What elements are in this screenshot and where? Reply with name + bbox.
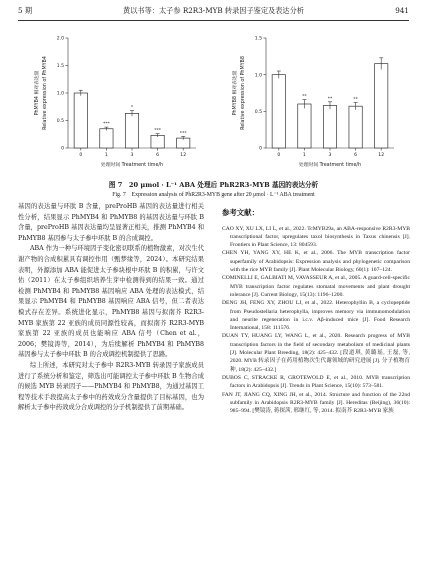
reference-item: CHEN YH, YANG XY, HE K, et al., 2006. The MYB transcription factor superfamily of Arabidopsis: Expression analysis and phylogenetic comparison with the rice MYB family [J]. Plant Molecular Biology, 60(1): 107–124.: [222, 250, 410, 274]
figure-caption-en: Fig. 7 Expression analysis of PhR2R3-MYB gene after 20 μmol · L⁻¹ ABA treatment: [112, 192, 315, 198]
y-tick-label: 1.0: [56, 91, 64, 97]
page-number: 941: [395, 6, 409, 15]
bar: [151, 135, 164, 148]
x-tick-label: 0: [277, 153, 281, 158]
y-tick-label: 0.5: [56, 119, 64, 125]
reference-list: [222, 225, 410, 416]
left-column: [18, 202, 204, 414]
running-header: [18, 6, 409, 20]
significance-label: ***: [154, 128, 162, 134]
bar: [375, 64, 388, 148]
significance-label: ***: [179, 131, 187, 137]
x-tick-label: 6: [156, 153, 160, 158]
bar: [349, 106, 362, 148]
reference-item: DUAN TY, HUANG LY, WANG L, et al., 2020. Research progress of MYB transcription factors in the field of secondary metabolism of medicinal plants [J]. Molecular Plant Breeding, 18(2): 425–432. [段道琪, 黄璐瑶, 王磊, 等, 2020. MYB 转录因子在药用植物次生代谢领域的研究进展 [J]. 分子植物育种, 18(2): 425–432.]: [222, 333, 410, 373]
x-tick-label: 12: [180, 153, 187, 158]
significance-label: **: [353, 97, 358, 103]
y-tick-label: 0: [61, 146, 64, 152]
y-axis-label: Relative expression of PhMYB8: [241, 56, 246, 130]
references-heading: 参考文献：: [222, 208, 259, 217]
y-axis-label: PhMYB4 相对表达量: [35, 70, 40, 116]
bar: [323, 105, 336, 148]
y-tick-label: 1.5: [56, 64, 64, 70]
x-axis-label: 处理时间 Treatment time/h: [298, 163, 362, 168]
significance-label: **: [302, 94, 307, 100]
reference-item: DENG JH, FENG XY, ZHOU LJ, et al., 2022. Heterophyllin B, a cyclopeptide from Pseudostellaria heterophylla, improves memory via immunomodulation and neurite regeneration in i.c.v. Aβ-induced mice [J]. Food Research International, 158: 111576.: [222, 300, 410, 332]
significance-label: **: [327, 96, 333, 102]
reference-item: DUBOS C, STRACKE R, GROTEWOLD E, et al., 2010. MYB transcription factors in Arabidopsis [J]. Trends in Plant Science, 15(10): 573–581.: [222, 374, 410, 390]
bar: [272, 75, 285, 148]
paragraph: ABA 作为一种与环境因子变化密切联系的植物激素，对次生代谢产物的合成积累具有调控作用（甄梦缘等，2024）。本研究结果表明，外源添加 ABA 能促进太子参块根中环肽 B 的积累，与许文佑（2011）在太子参组织培养生芽中检测得到的结果一致。通过检测 PhMYB4 和 PhMYB8 基因响应 ABA 处理的表达模式，结果显示 PhMYB4 和 PhMYB8 基因响应 ABA 信号，但二者表达模式存在差异。系统进化显示，PhMYB8 基因与拟南芥 R2R3-MYB 家族第 22 亚族的成员同源性较高，而拟南芥 R2R3-MYB 家族第 22 亚族的成员也能响应 ABA 信号（Chen et al.，2006；樊镜涛等，2014），为后续解析 PhMYB4 和 PhMYB8 基因参与太子参中环肽 B 的合成调控机制提供了思路。: [18, 245, 204, 359]
paragraph: 基因的表达量与环肽 B 含量，preProHB 基因的表达量进行相关性分析，结果显示 PhMYB4 和 PhMYB8 的基因表达量与环肽 B 含量，preProHB 基因表达量均呈显著正相关，推测 PhMYB4 和 PhMYB8 基因参与太子参中环肽 B 的合成调控。: [18, 203, 204, 242]
issue-label: 5 期: [18, 6, 33, 15]
significance-label: ***: [102, 122, 110, 128]
x-tick-label: 6: [354, 153, 358, 158]
significance-label: *: [130, 105, 134, 111]
x-tick-label: 3: [328, 153, 332, 158]
y-axis-label: PhMYB8 相对表达量: [233, 70, 238, 116]
bar: [298, 104, 311, 148]
right-column: [222, 202, 410, 415]
x-axis-label: 处理时间 Treatment time/h: [100, 163, 164, 168]
y-tick-label: 0: [259, 146, 262, 152]
bar: [100, 129, 113, 148]
reference-item: FAN JT, JIANG CQ, XING JH, et al., 2014. Structure and function of the 22nd subfamily in Arabidopsis R2R3-MYB family [J]. Hereditas (Beijing), 36(10): 985–994. [樊镜涛, 蒋探茜, 邢继红, 等, 2014. 拟南芥 R2R3-MYB 家族: [222, 391, 410, 415]
reference-item: COMINELLI E, GALBIATI M, VAVASSEUR A, et al., 2005. A guard-cell-specific MYB transcription factor regulates stomatal movements and plant drought tolerance [J]. Current Biology, 15(13): 1196–1200.: [222, 275, 410, 298]
y-tick-label: 1.0: [254, 73, 262, 79]
reference-item: CAO XY, XU LX, LI L, et al., 2022. TcMYB29a, an ABA-responsive R2R3-MYB transcriptional factor, upregulates taxol biosynthesis in Taxus chinensis [J]. Frontiers in Plant Science, 13: 804593.: [222, 225, 410, 249]
chart-phmyb4: [20, 26, 210, 176]
y-tick-label: 0.5: [254, 109, 262, 115]
x-tick-label: 1: [104, 153, 108, 158]
paragraph: 综上所述，本研究对太子参中 R2R3-MYB 转录因子家族成员进行了系统分析和鉴定，筛选出可能调控太子参中环肽 B 生物合成的候选 MYB 转录因子——PhMYB4 和 PhMYB8，为通过基因工程等技术手段提高太子参中的药效成分含量提供了目标基因，也为解析太子参中药效成分合成调控的分子机制提供了前期基础。: [18, 361, 204, 412]
header-rule: [18, 20, 409, 21]
y-axis-label: Relative expression of PhMYB4: [43, 56, 48, 130]
running-title: 黄以书等：太子参 R2R3-MYB 转录因子鉴定及表达分析: [123, 6, 304, 15]
figure-caption-cn: 图 7 20 μmol · L⁻¹ ABA 处理后 PhR2R3-MYB 基因的表达分析: [108, 181, 319, 189]
x-tick-label: 12: [378, 153, 385, 158]
x-tick-label: 3: [130, 153, 134, 158]
x-tick-label: 1: [302, 153, 306, 158]
y-tick-label: 2.0: [56, 36, 64, 42]
bar: [74, 93, 87, 148]
chart-phmyb8: [218, 26, 408, 176]
x-tick-label: 0: [79, 153, 83, 158]
y-tick-label: 1.5: [254, 36, 262, 42]
bar: [125, 113, 138, 148]
